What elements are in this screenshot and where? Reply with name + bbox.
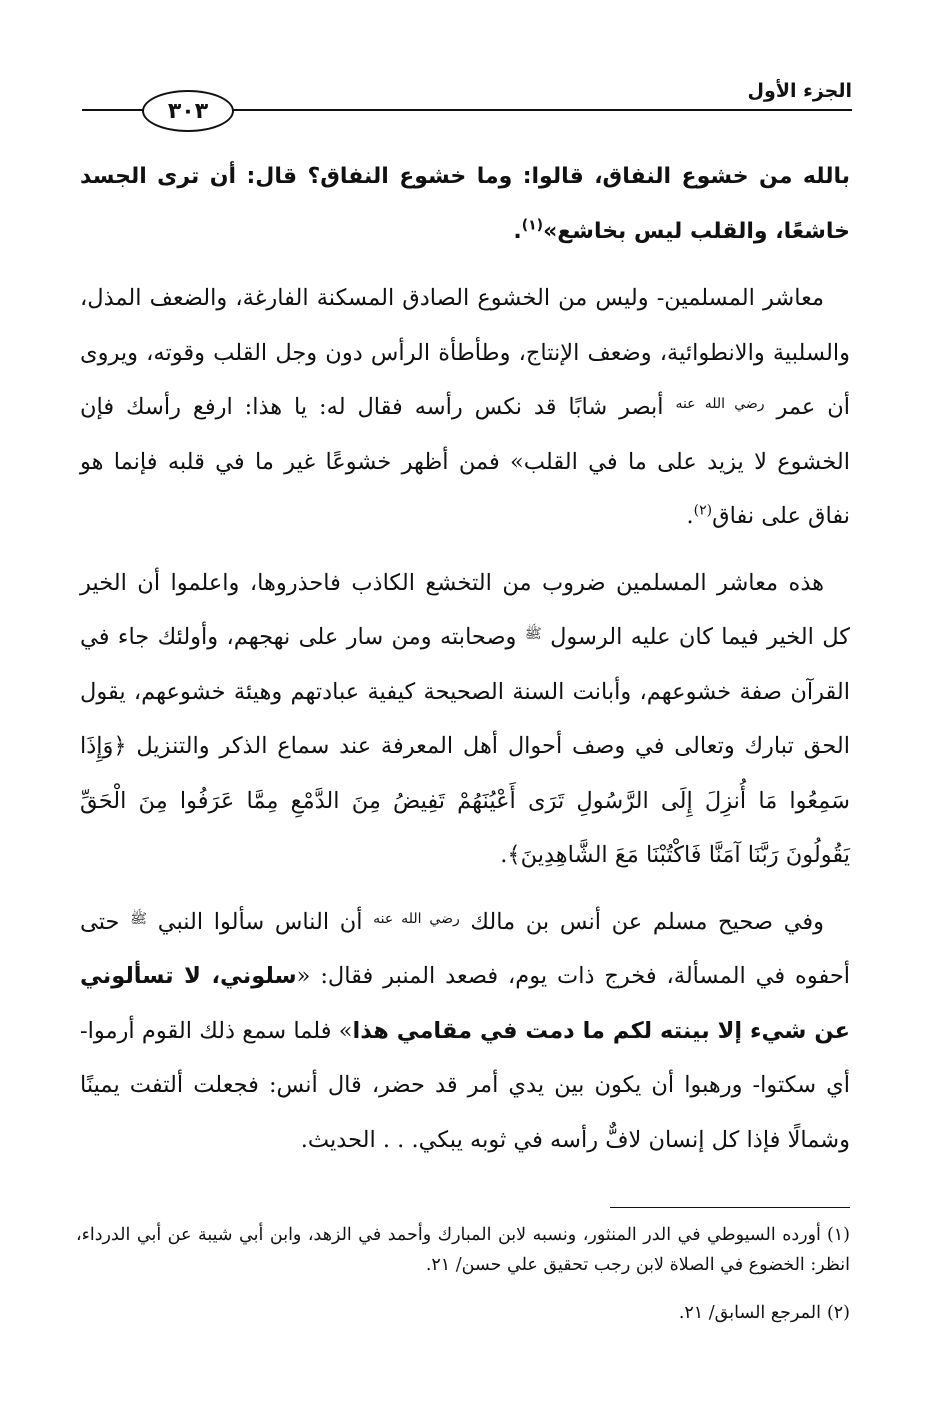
honorific-glyph: رضي الله عنه [373, 910, 460, 927]
paragraph-text: وفي صحيح مسلم عن أنس بن مالك [470, 908, 825, 935]
paragraph-text: » فلما سمع ذلك القوم أرموا- أي سكتوا- ورهبوا أن يكون بين يدي أمر قد حضر، قال أنس: فجعلت ألتفت يمينًا وشمالًا فإذا كل إنسان لافٌّ رأسه في ثوبه يبكي. . . الحديث. [80, 1017, 850, 1153]
running-head: الجزء الأول [747, 80, 852, 102]
paragraph-continued [80, 150, 850, 259]
footnote-number: (١) [826, 1225, 850, 1245]
paragraph-text: بالله من خشوع النفاق، قالوا: وما خشوع النفاق؟ قال: أن ترى الجسد خاشعًا، والقلب ليس بخاشع» [80, 164, 850, 244]
period: . [686, 503, 694, 529]
footnotes [76, 1220, 850, 1346]
main-text [80, 150, 850, 1179]
footnote-2 [76, 1298, 850, 1328]
hadith-quote: سلوني، لا تسألوني عن شيء إلا بينته لكم ما دمت في مقامي هذا [80, 963, 850, 1044]
footnote-text: المرجع السابق/ ٢١. [678, 1303, 821, 1323]
paragraph [80, 271, 850, 544]
paragraph-text: معاشر المسلمين- وليس من الخشوع الصادق المسكنة الفارغة، والضعف المذل، والسلبية والانطوائية، وضعف الإنتاج، وطأطأة الرأس دون وجل القلب وقوته، ويروى أن عمر [80, 285, 850, 420]
paragraph-text: أن الناس سألوا النبي [157, 908, 363, 935]
page-header [82, 78, 852, 130]
footnote-1 [76, 1220, 850, 1280]
paragraph [80, 895, 850, 1168]
page-number: ٣٠٣ [142, 90, 234, 132]
period: . [500, 842, 508, 868]
paragraph-text: حتى أحفوه في المسألة، فخرج ذات يوم، فصعد المنبر فقال: « [80, 908, 850, 989]
honorific-glyph: ﷺ [130, 910, 148, 927]
footnote-ref-2: (٢) [693, 502, 713, 519]
honorific-glyph: ﷺ [524, 626, 542, 642]
paragraph-text: هذه معاشر المسلمين ضروب من التخشع الكاذب فاحذروها، واعلموا أن الخير كل الخير فيما كان عليه الرسول [80, 569, 851, 650]
period: . [513, 218, 522, 244]
paragraph-text: وصحابته ومن سار على نهجهم، وأولئك جاء في القرآن صفة خشوعهم، وأبانت السنة الصحيحة كيفية عبادتهم وهيئة خشوعهم، يقول الحق تبارك وتعالى في وصف أحوال أهل المعرفة عند سماع الذكر والتنزيل [80, 624, 850, 759]
footnote-ref-1: (١) [521, 217, 544, 234]
footnote-number: (٢) [826, 1303, 850, 1323]
quran-verse: ﴿وَإِذَا سَمِعُوا مَا أُنزِلَ إِلَى الرَّسُولِ تَرَى أَعْيُنَهُمْ تَفِيضُ مِنَ الدَّمْعِ مِمَّا عَرَفُوا مِنَ الْحَقِّ يَقُولُونَ رَبَّنَا آمَنَّا فَاكْتُبْنَا مَعَ الشَّاهِدِينَ﴾ [80, 733, 850, 868]
footnote-text: أورده السيوطي في الدر المنثور، ونسبه لابن المبارك وأحمد في الزهد، وابن أبي شيبة عن أبي الدرداء، انظر: الخضوع في الصلاة لابن رجب تحقيق علي حسن/ ٢١. [76, 1225, 850, 1275]
paragraph-text: أبصر شابًا قد نكس رأسه فقال له: يا هذا: ارفع رأسك فإن الخشوع لا يزيد على ما في القلب» فمن أظهر خشوعًا غير ما في قلبه فإنما هو نفاق على نفاق [80, 394, 850, 529]
footnote-rule [610, 1207, 850, 1208]
paragraph [80, 556, 850, 883]
honorific-glyph: رضي الله عنه [675, 396, 765, 412]
